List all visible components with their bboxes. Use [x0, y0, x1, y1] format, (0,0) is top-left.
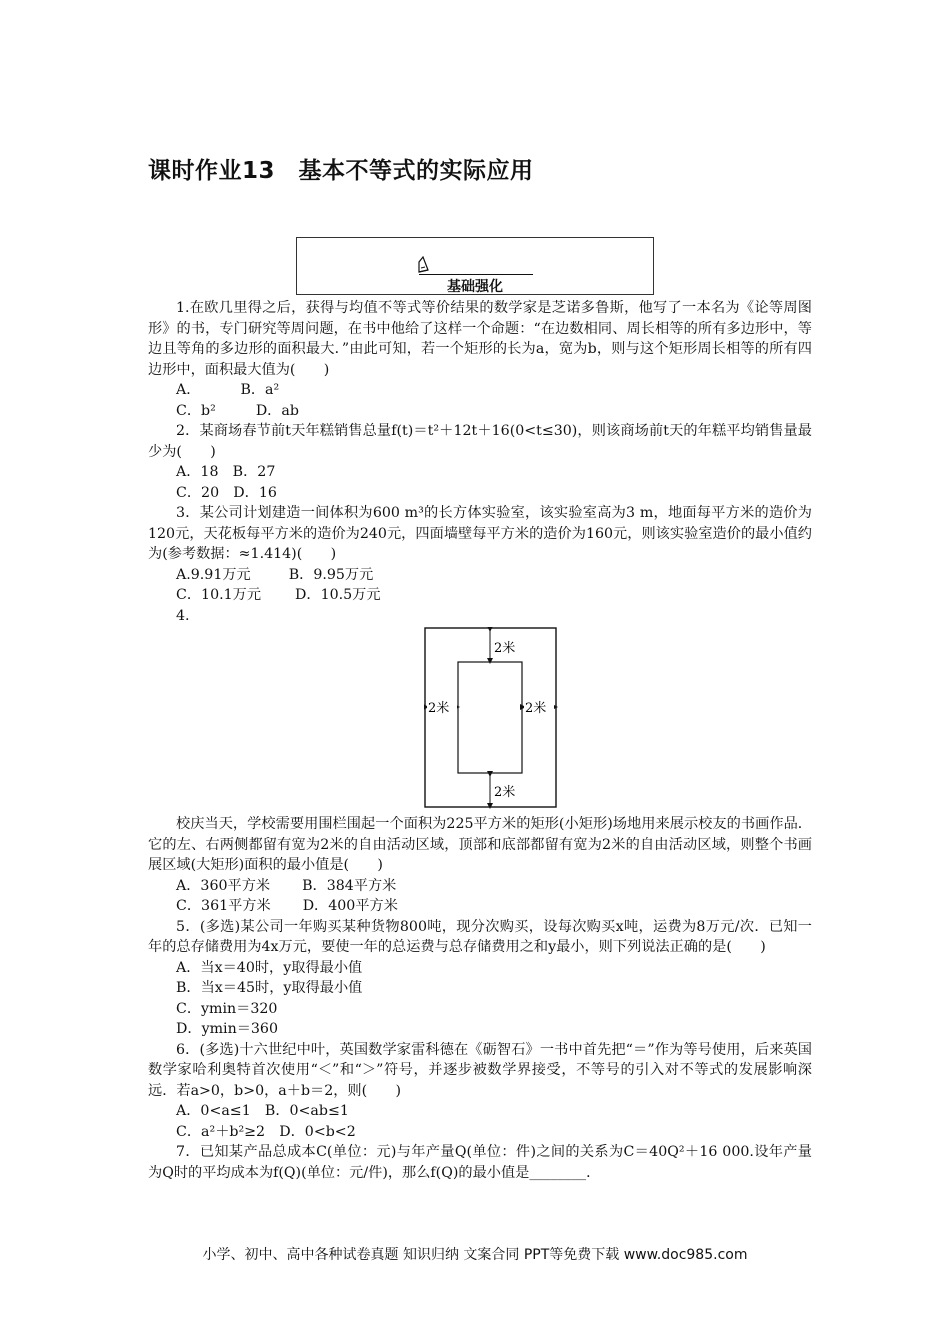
- q3-option-c: C．10.1万元: [176, 587, 262, 603]
- q4-option-d: D．400平方米: [302, 898, 398, 914]
- q1-option-b: B．a²: [240, 382, 280, 398]
- q3-option-d: D．10.5万元: [295, 587, 381, 603]
- q3-option-b: B．9.95万元: [288, 566, 374, 583]
- q5-option-d: D．ymin＝360: [176, 1021, 278, 1037]
- q2-options-ab: A．18 B．27: [176, 464, 276, 480]
- q3-stem: 3．某公司计划建造一间体积为600 m³的长方体实验室，该实验室高为3 m，地面每平方米的造价为120元，天花板每平方米的造价为240元，四面墙壁每平方米的造价为160元，则该实验室造价的最小值约为(参考数据：≈1.414)( ): [148, 505, 812, 562]
- q7-stem: 7．已知某产品总成本C(单位：元)与年产量Q(单位：件)之间的关系为C＝40Q²＋16 000.设年产量为Q时的平均成本为f(Q)(单位：元/件)，那么f(Q)的最小值是________．: [148, 1144, 812, 1181]
- q4-options-cd: [148, 896, 812, 917]
- section-underline: [419, 274, 533, 275]
- q3-options-cd: [148, 585, 812, 606]
- section-header-box: [296, 237, 654, 295]
- q5-option-c: C．ymin＝320: [176, 1000, 278, 1017]
- q1-options-cd: [148, 401, 812, 422]
- q5-stem: 5．(多选)某公司一年购买某种货物800吨，现分次购买，设每次购买x吨，运费为8万元/次．已知一年的总存储费用为4x万元，要使一年的总运费与总存储费用之和y最小，则下列说法正确的是( ): [148, 918, 812, 955]
- q4-option-b: B．384平方米: [302, 877, 397, 894]
- q4-stem: 校庆当天，学校需要用围栏围起一个面积为225平方米的矩形(小矩形)场地用来展示校友的书画作品．它的左、右两侧都留有宽为2米的自由活动区域，顶部和底部都留有宽为2米的自由活动区域，则整个书画展区域(大矩形)面积的最小值是( ): [148, 816, 812, 873]
- q2-stem: 2．某商场春节前t天年糕销售总量f(t)＝t²＋12t＋16(0<t≤30)，则该商场前t天的年糕平均销售量最少为( ): [148, 423, 812, 460]
- inner-rectangle: [458, 662, 522, 773]
- pencil-icon: [416, 256, 432, 274]
- label-left: 2米: [428, 701, 450, 716]
- label-bottom: 2米: [494, 785, 516, 800]
- q3-options-ab: [148, 565, 812, 586]
- q6-stem: 6．(多选)十六世纪中叶，英国数学家雷科德在《砺智石》一书中首先把“＝”作为等号使用，后来英国数学家哈利奥特首次使用“＜”和“＞”符号，并逐步被数学界接受，不等号的引入对不等式的发展影响深远．若a>0，b>0，a＋b＝2，则( ): [148, 1041, 812, 1099]
- q4-figure: [424, 627, 558, 809]
- q1-option-a: A．: [176, 382, 201, 398]
- q2-options-cd: C．20 D．16: [176, 484, 277, 501]
- q1-options-ab: [148, 380, 812, 401]
- page-title: 课时作业13 基本不等式的实际应用: [148, 158, 534, 184]
- q4-options-ab: [148, 876, 812, 897]
- label-top: 2米: [494, 641, 516, 656]
- q1-option-d: D．ab: [255, 402, 299, 419]
- q4-option-a: A．360平方米: [176, 877, 271, 894]
- q3-option-a: A.9.91万元: [176, 566, 251, 583]
- q1-option-c: C．b²: [176, 402, 216, 419]
- q5-option-b: B．当x＝45时，y取得最小值: [176, 980, 363, 996]
- q6-options-ab: A．0<a≤1 B．0<ab≤1: [176, 1103, 349, 1119]
- q4-number: 4.: [176, 607, 190, 624]
- q4-option-c: C．361平方米: [176, 898, 271, 914]
- page-footer: 小学、初中、高中各种试卷真题 知识归纳 文案合同 PPT等免费下载 www.doc985.com: [202, 1247, 748, 1263]
- section-label: 基础强化: [447, 279, 503, 295]
- q1-stem: 1.在欧几里得之后，获得与均值不等式等价结果的数学家是芝诺多鲁斯，他写了一本名为《论等周图形》的书，专门研究等周问题，在书中他给了这样一个命题：“在边数相同、周长相等的所有多边形中，等边且等角的多边形的面积最大．”由此可知，若一个矩形的长为a，宽为b，则与这个矩形周长相等的所有四边形中，面积最大值为( ): [148, 300, 812, 378]
- q5-option-a: A．当x＝40时，y取得最小值: [176, 959, 363, 976]
- q6-options-cd: C．a²＋b²≥2 D．0<b<2: [176, 1123, 356, 1140]
- label-right: 2米: [525, 701, 547, 716]
